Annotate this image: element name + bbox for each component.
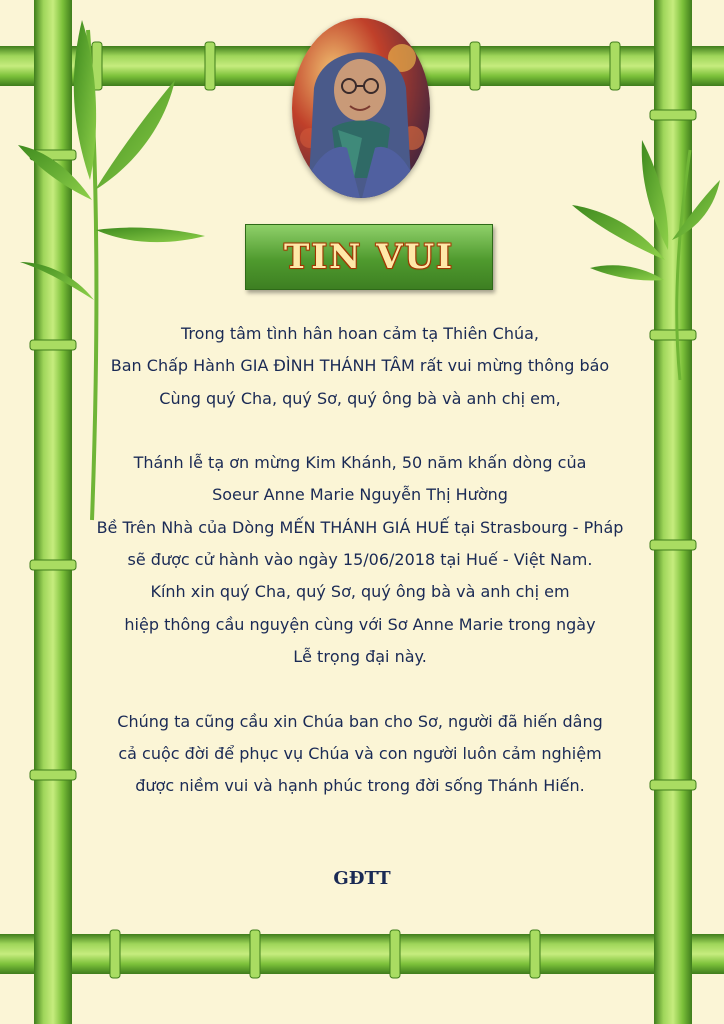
page-title: TIN VUI (283, 237, 455, 277)
announcement-line: Trong tâm tình hân hoan cảm tạ Thiên Chúa, (181, 324, 539, 343)
announcement-line: Lễ trọng đại này. (293, 646, 427, 666)
announcement-line: Soeur Anne Marie Nguyễn Thị Hường (212, 485, 508, 505)
announcement-line: hiệp thông cầu nguyện cùng với Sơ Anne Marie trong ngày (124, 614, 596, 634)
announcement-line: Cùng quý Cha, quý Sơ, quý ông bà và anh chị em, (159, 388, 561, 408)
bamboo-bottom (0, 930, 724, 978)
announcement-body (70, 318, 650, 802)
announcement-line: Ban Chấp Hành GIA ĐÌNH THÁNH TÂM rất vui mừng thông báo (110, 356, 610, 376)
portrait-photo (292, 18, 430, 198)
signature: GĐTT (333, 868, 391, 889)
announcement-line: Chúng ta cũng cầu xin Chúa ban cho Sơ, người đã hiến dâng (117, 711, 603, 731)
announcement-line: Bề Trên Nhà của Dòng MẾN THÁNH GIÁ HUẾ tại Strasbourg - Pháp (96, 517, 624, 537)
announcement-line: được niềm vui và hạnh phúc trong đời sống Thánh Hiến. (135, 776, 585, 796)
announcement-line: Kính xin quý Cha, quý Sơ, quý ông bà và anh chị em (150, 582, 570, 602)
announcement-line: sẽ được cử hành vào ngày 15/06/2018 tại Huế - Việt Nam. (127, 550, 593, 570)
title-banner (245, 224, 493, 290)
announcement-line: cả cuộc đời để phục vụ Chúa và con người luôn cảm nghiệm (118, 743, 602, 763)
announcement-line: Thánh lễ tạ ơn mừng Kim Khánh, 50 năm khấn dòng của (133, 453, 587, 473)
